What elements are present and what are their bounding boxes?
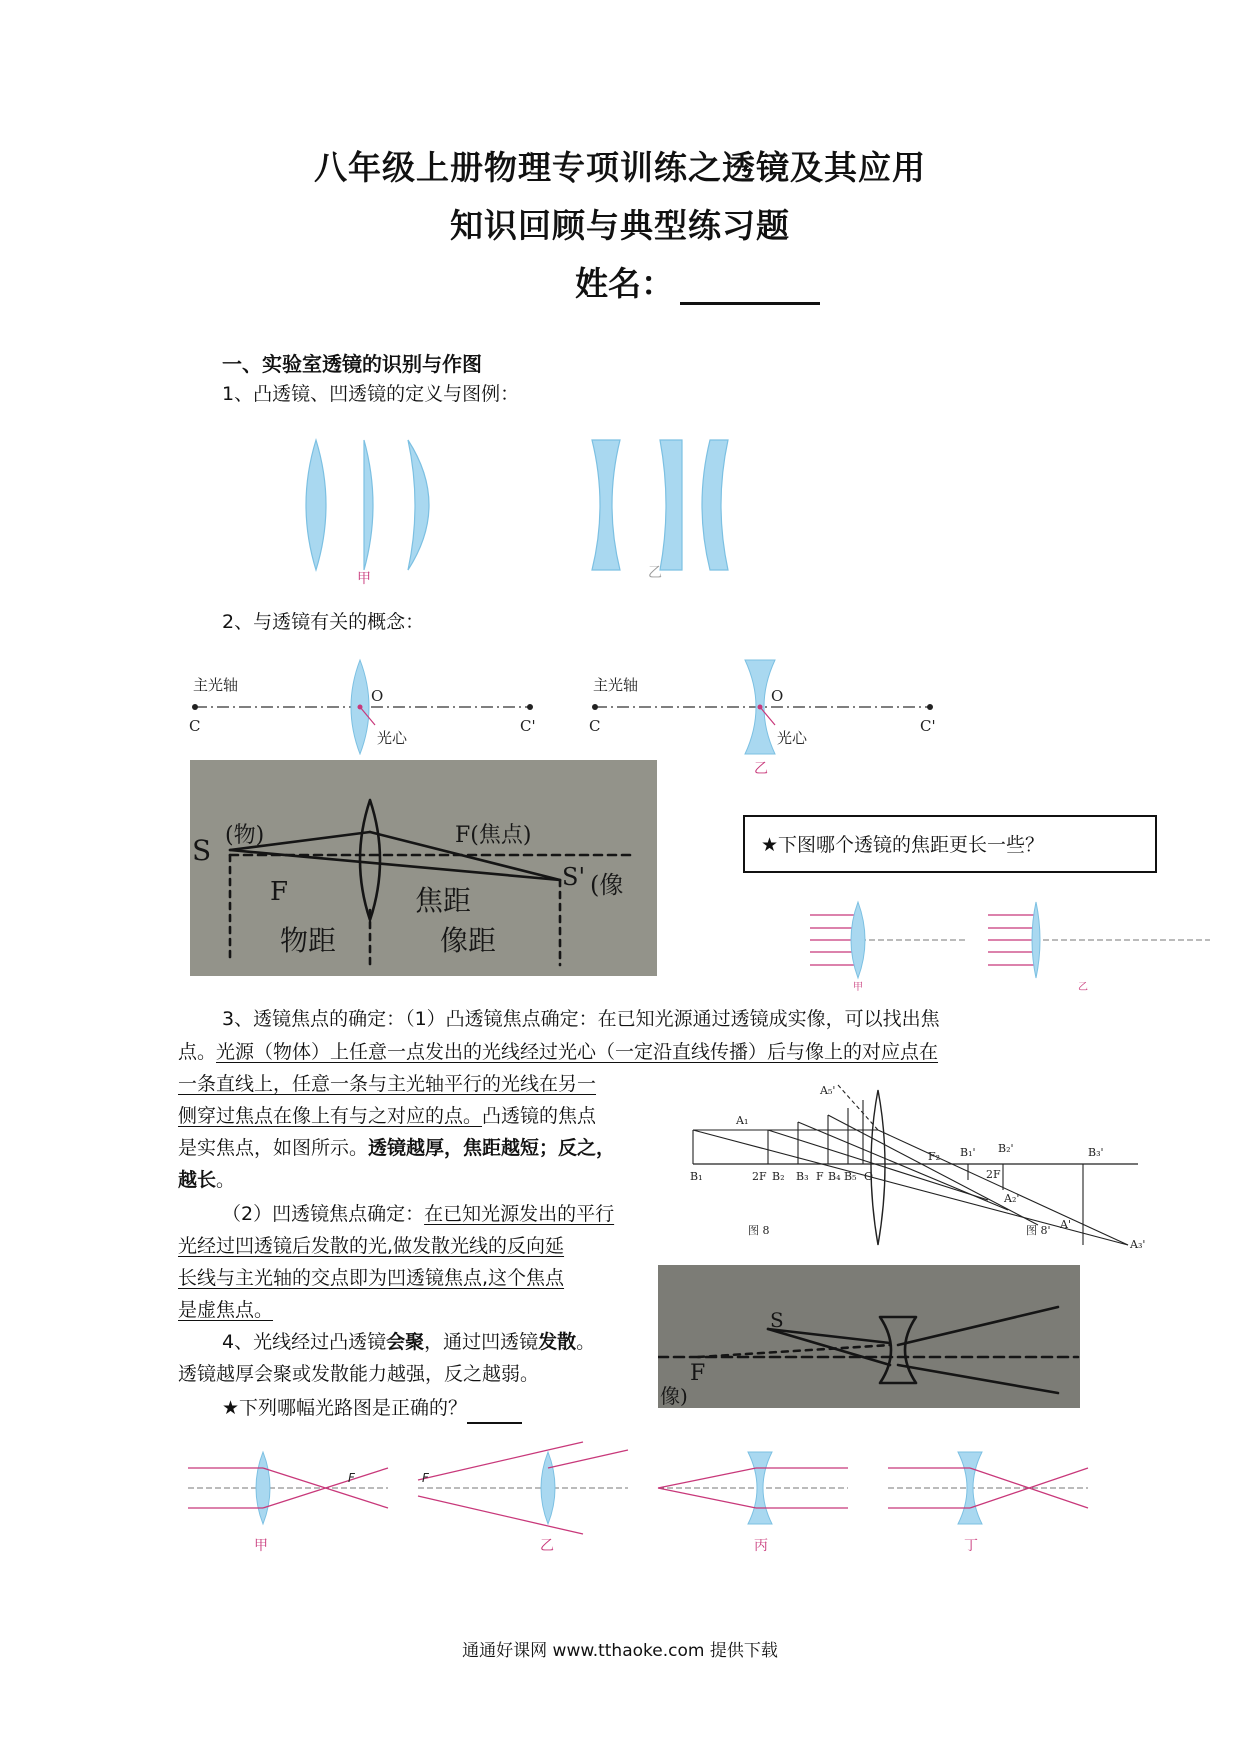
hw-image-distance-label: 像距 xyxy=(440,924,497,957)
fig1-caption-yi: 乙 xyxy=(648,565,662,581)
para3-line3: 一条直线上，任意一条与主光轴平行的光线在另一 xyxy=(178,1073,597,1095)
fig8-label: B₃' xyxy=(1088,1146,1104,1159)
biconcave-lens xyxy=(592,440,620,570)
hw2-f-label: F xyxy=(690,1361,706,1386)
point-c2-label: C' xyxy=(520,717,536,735)
plano-concave-lens xyxy=(660,440,682,570)
hw-s2-label: S' xyxy=(562,863,586,891)
focal-caption-jia: 甲 xyxy=(853,982,863,993)
point-c-label: C xyxy=(189,717,201,735)
main-axis-label: 主光轴 xyxy=(193,676,239,694)
section-heading: 一、实验室透镜的识别与作图 xyxy=(222,352,482,376)
item-2: 2、与透镜有关的概念： xyxy=(222,611,425,633)
plano-convex-lens xyxy=(364,440,373,570)
page-title: 八年级上册物理专项训练之透镜及其应用 xyxy=(314,148,926,187)
para3-line10: 是虚焦点。 xyxy=(178,1299,274,1321)
fig8-label: A₃' xyxy=(1130,1238,1146,1251)
option-caption: 乙 xyxy=(540,1538,554,1554)
point-c2-label: C' xyxy=(920,717,936,735)
focal-caption-yi: 乙 xyxy=(1078,982,1088,993)
item-1: 1、凸透镜、凹透镜的定义与图例： xyxy=(222,383,520,405)
fig8-label: A' xyxy=(1060,1218,1071,1231)
para3-line1: 3、透镜焦点的确定：（1）凸透镜焦点确定：在已知光源通过透镜成实像，可以找出焦 xyxy=(222,1008,940,1030)
fig8-label: A₁ xyxy=(736,1114,749,1127)
convex-axis-figure xyxy=(185,655,555,755)
fig8-label: B₂' xyxy=(998,1142,1014,1155)
option-caption: 丁 xyxy=(964,1538,978,1554)
hw-object-distance-label: 物距 xyxy=(280,924,337,957)
name-label: 姓名： xyxy=(575,264,674,303)
hw-focus-label: F(焦点) xyxy=(455,823,532,848)
hw-f-left-label: F xyxy=(270,877,289,907)
fig8-label: B₅ xyxy=(844,1170,857,1183)
answer-blank[interactable] xyxy=(467,1404,522,1424)
hw2-image-label: 像) xyxy=(660,1384,688,1408)
meniscus-convex-lens xyxy=(408,440,429,570)
para3-line2: 点。光源（物体）上任意一点发出的光线经过光心（一定沿直线传播）后与像上的对应点在 xyxy=(178,1041,939,1063)
optical-center-label: 光心 xyxy=(777,729,808,747)
handwritten-concave-photo xyxy=(658,1265,1080,1408)
fig8-label: B₄ xyxy=(828,1170,841,1183)
option-jia-f: F xyxy=(348,1471,355,1485)
convex-ray-diagram xyxy=(688,1080,1148,1255)
para3-line5: 是实焦点，如图所示。透镜越厚，焦距越短；反之， xyxy=(178,1137,616,1159)
question-focal-text: ★下图哪个透镜的焦距更长一些？ xyxy=(761,834,1045,856)
fig8-label: A₅' xyxy=(820,1084,836,1097)
option-caption: 丙 xyxy=(754,1538,768,1554)
name-field xyxy=(575,258,820,305)
main-axis-label: 主光轴 xyxy=(593,676,639,694)
meniscus-concave-lens xyxy=(702,440,728,570)
name-blank xyxy=(680,272,820,305)
hw-image-label: (像 xyxy=(590,871,624,899)
hw-s-label: S xyxy=(192,834,212,867)
fig8-label: B₂ xyxy=(772,1170,785,1183)
para3-line6: 越长。 xyxy=(178,1169,236,1191)
biconvex-lens xyxy=(306,440,326,570)
question-box-focal xyxy=(743,815,1157,873)
concave-caption: 乙 xyxy=(754,761,768,775)
fig8-caption: 图 8 xyxy=(748,1224,770,1237)
fig8-label: B₁' xyxy=(960,1146,976,1159)
handwritten-convex-photo xyxy=(190,760,657,976)
fig8-label: B₁ xyxy=(690,1170,703,1183)
fig1-caption-jia: 甲 xyxy=(357,571,371,587)
para4-line1: 4、光线经过凸透镜会聚，通过凹透镜发散。 xyxy=(222,1331,596,1353)
para3-line7: （2）凹透镜焦点确定：在已知光源发出的平行 xyxy=(222,1203,615,1225)
page-subtitle: 知识回顾与典型练习题 xyxy=(450,206,790,245)
fig8-label: 2F xyxy=(752,1170,767,1183)
fig8-label: 2F xyxy=(986,1168,1001,1181)
hw2-s-label: S xyxy=(770,1308,784,1332)
answer-blank[interactable] xyxy=(1044,853,1099,873)
para3-line4: 侧穿过焦点在像上有与之对应的点。凸透镜的焦点 xyxy=(178,1105,597,1127)
para3-line8: 光经过凹透镜后发散的光,做发散光线的反向延 xyxy=(178,1235,565,1257)
focal-comparison-figure xyxy=(810,900,1210,980)
lens-shapes-figure xyxy=(290,430,760,590)
hw-focal-length-label: 焦距 xyxy=(415,884,472,917)
para4-line2: 透镜越厚会聚或发散能力越强，反之越弱。 xyxy=(178,1363,540,1385)
page-footer: 通通好课网 www.tthaoke.com 提供下载 xyxy=(462,1641,778,1661)
point-o-label: O xyxy=(371,687,384,705)
concave-axis-figure xyxy=(585,655,955,775)
optical-center-label: 光心 xyxy=(377,729,408,747)
fig8-caption-2: 图 8' xyxy=(1026,1224,1051,1237)
para3-line9: 长线与主光轴的交点即为凹透镜焦点,这个焦点 xyxy=(178,1267,565,1289)
fig8-label: F xyxy=(816,1170,824,1183)
fig8-label: A₂' xyxy=(1004,1192,1020,1205)
fig8-label: O xyxy=(864,1170,874,1183)
point-o-label: O xyxy=(771,687,784,705)
fig8-label: B₃ xyxy=(796,1170,809,1183)
point-c-label: C xyxy=(589,717,601,735)
hw-object-label: (物) xyxy=(225,823,265,848)
fig8-label: F₂ xyxy=(928,1150,941,1163)
option-caption: 甲 xyxy=(254,1538,268,1554)
question-ray-diagram: ★下列哪幅光路图是正确的？ xyxy=(222,1392,522,1424)
ray-diagram-options xyxy=(188,1440,1108,1555)
option-yi-f: F xyxy=(422,1471,429,1485)
